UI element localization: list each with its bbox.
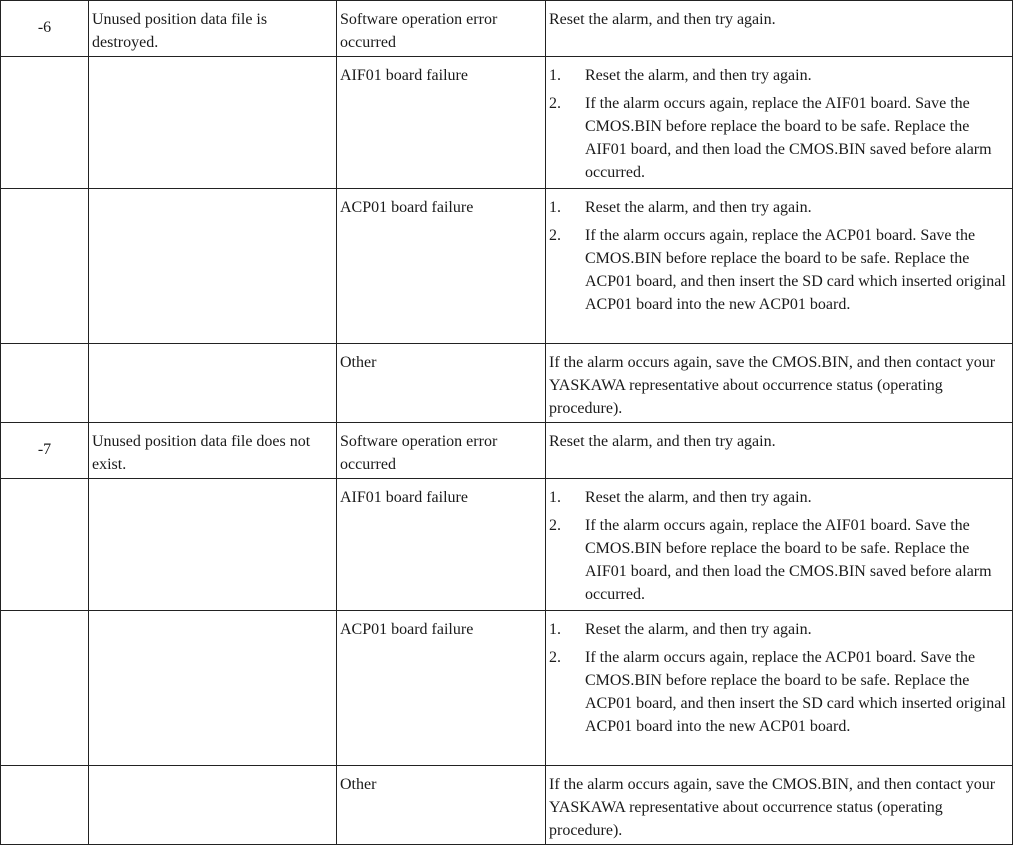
empty-cell	[1, 766, 89, 845]
table-row	[1, 611, 1013, 766]
empty-cell	[89, 189, 337, 344]
empty-cell	[1, 611, 89, 766]
remedy-step: 2. If the alarm occurs again, replace the AIF01 board. Save the CMOS.BIN before replace the board to be safe. Replace the AIF01 board, and then load the CMOS.BIN saved before alarm occurred.	[549, 95, 992, 181]
remedy-steps	[549, 486, 1009, 606]
remedy-steps	[549, 618, 1009, 738]
table-row	[1, 1, 1013, 57]
alarm-meaning: Unused position data file does not exist.	[89, 423, 337, 479]
empty-cell	[89, 57, 337, 189]
table-row	[1, 344, 1013, 423]
cause-cell: Software operation error occurred	[337, 1, 546, 57]
table-row	[1, 479, 1013, 611]
alarm-meaning: Unused position data file is destroyed.	[89, 1, 337, 57]
remedy-cell: If the alarm occurs again, save the CMOS.BIN, and then contact your YASKAWA representative about occurrence status (operating procedure).	[546, 766, 1013, 845]
table-row	[1, 189, 1013, 344]
remedy-step: 1. Reset the alarm, and then try again.	[549, 67, 812, 84]
empty-cell	[1, 479, 89, 611]
empty-cell	[1, 189, 89, 344]
table-row	[1, 766, 1013, 845]
cause-cell: ACP01 board failure	[337, 611, 546, 766]
remedy-step: 1. Reset the alarm, and then try again.	[549, 621, 812, 638]
empty-cell	[89, 344, 337, 423]
remedy-step: 2. If the alarm occurs again, replace the ACP01 board. Save the CMOS.BIN before replace the board to be safe. Replace the ACP01 board, and then insert the SD card which inserted original ACP01 board into the new ACP01 board.	[549, 649, 1006, 735]
remedy-cell	[546, 479, 1013, 611]
cause-cell: AIF01 board failure	[337, 57, 546, 189]
cause-cell: ACP01 board failure	[337, 189, 546, 344]
cause-cell: Software operation error occurred	[337, 423, 546, 479]
table-row	[1, 423, 1013, 479]
empty-cell	[89, 611, 337, 766]
remedy-step: 1. Reset the alarm, and then try again.	[549, 199, 812, 216]
cause-cell: Other	[337, 344, 546, 423]
remedy-step: 2. If the alarm occurs again, replace the AIF01 board. Save the CMOS.BIN before replace the board to be safe. Replace the AIF01 board, and then load the CMOS.BIN saved before alarm occurred.	[549, 517, 992, 603]
cause-cell: AIF01 board failure	[337, 479, 546, 611]
remedy-steps	[549, 64, 1009, 184]
remedy-cell	[546, 189, 1013, 344]
remedy-cell: Reset the alarm, and then try again.	[546, 1, 1013, 57]
remedy-cell: Reset the alarm, and then try again.	[546, 423, 1013, 479]
empty-cell	[1, 57, 89, 189]
empty-cell	[89, 479, 337, 611]
table-row	[1, 57, 1013, 189]
remedy-cell: If the alarm occurs again, save the CMOS.BIN, and then contact your YASKAWA representative about occurrence status (operating procedure).	[546, 344, 1013, 423]
remedy-steps	[549, 196, 1009, 316]
remedy-cell	[546, 611, 1013, 766]
remedy-step: 1. Reset the alarm, and then try again.	[549, 489, 812, 506]
empty-cell	[89, 766, 337, 845]
alarm-subcode: -7	[1, 423, 89, 479]
remedy-step: 2. If the alarm occurs again, replace the ACP01 board. Save the CMOS.BIN before replace the board to be safe. Replace the ACP01 board, and then insert the SD card which inserted original ACP01 board into the new ACP01 board.	[549, 227, 1006, 313]
remedy-cell	[546, 57, 1013, 189]
cause-cell: Other	[337, 766, 546, 845]
empty-cell	[1, 344, 89, 423]
alarm-subcode: -6	[1, 1, 89, 57]
